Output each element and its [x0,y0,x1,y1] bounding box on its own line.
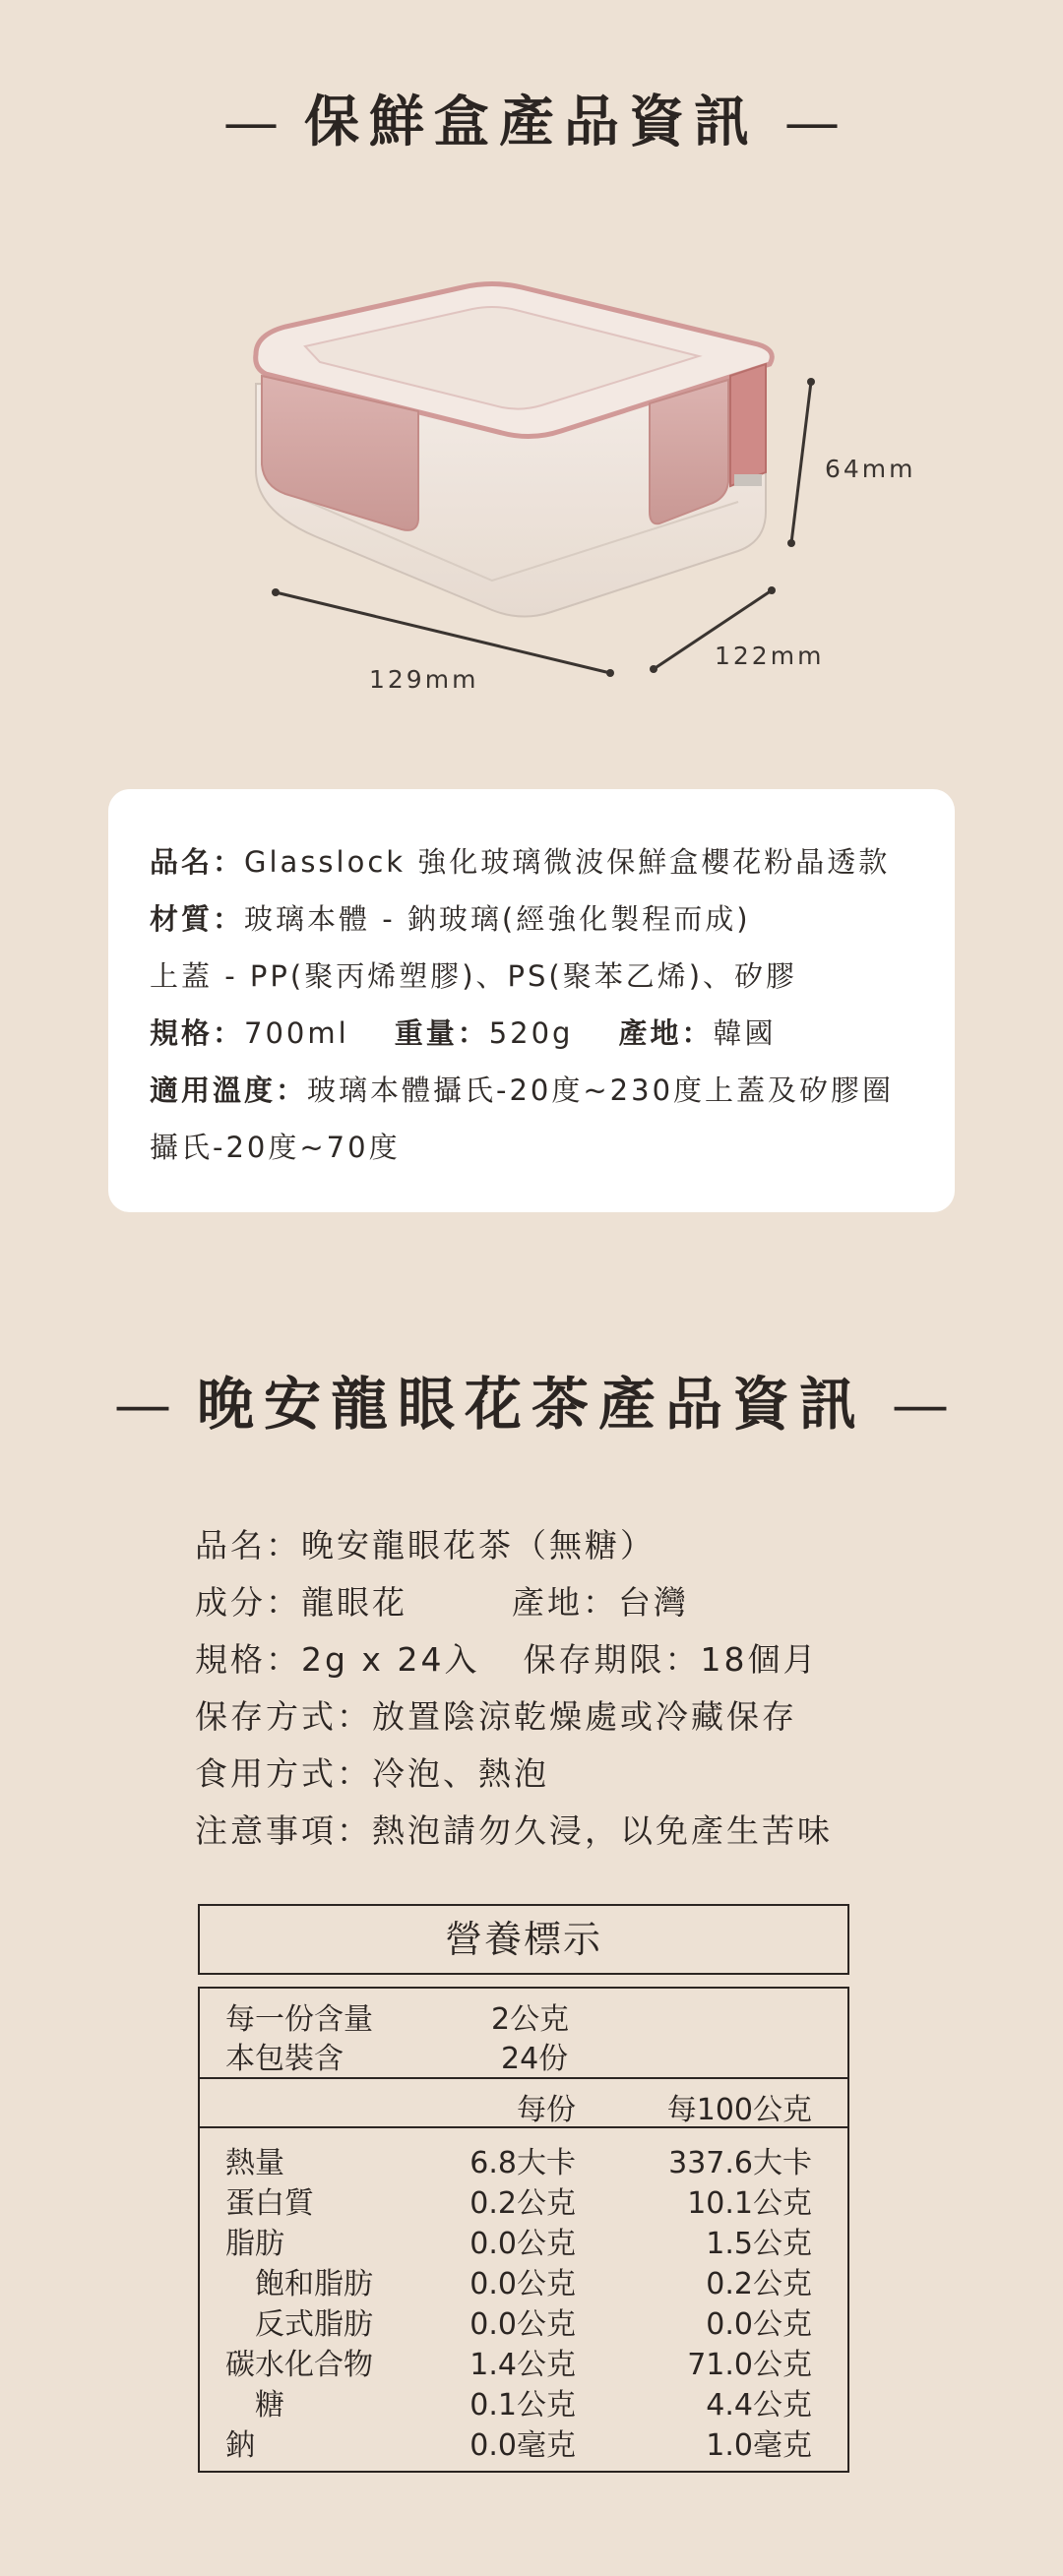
title-dash-right: — [784,91,840,154]
tea-name: 品名：晚安龍眼花茶（無糖） [195,1526,656,1564]
tea-ingredient: 成分：龍眼花 [195,1583,407,1622]
table-divider [200,2126,847,2128]
nutrient-name: 糖 [255,2388,284,2423]
nutrient-per-serving: 0.0公克 [469,2227,576,2261]
nutrient-per-100g: 10.1公克 [687,2186,812,2221]
nutrient-name: 熱量 [225,2146,284,2180]
container-info-title: 保鮮盒產品資訊 [304,90,759,154]
section-title-container [0,79,1063,157]
tea-ingredient-origin-line [195,1577,689,1624]
nutrient-row [200,2380,847,2423]
nutrient-row [200,2421,847,2463]
nutrient-per-serving: 1.4公克 [469,2348,576,2382]
servings-per-pack-row [200,2034,847,2076]
nutrient-per-100g: 71.0公克 [687,2348,812,2382]
container-spec-card [108,789,955,1212]
nutrient-name: 飽和脂肪 [255,2267,373,2301]
tea-usage: 食用方式：冷泡、熱泡 [195,1754,549,1793]
spec-temp-label: 適用溫度： [150,1073,308,1107]
per-100g-header: 每100公克 [666,2093,812,2127]
serving-size-label: 每一份含量 [225,2002,373,2037]
nutrient-row [200,2340,847,2382]
nutrient-name: 反式脂肪 [255,2307,373,2342]
nutrient-row [200,2300,847,2342]
spec-temp-line [150,1069,894,1109]
nutrient-row [200,2219,847,2261]
column-header-row [200,2085,847,2127]
spec-lid-line: 上蓋 - PP(聚丙烯塑膠)、PS(聚苯乙烯)、矽膠 [150,959,798,993]
title-dash-left: — [223,91,279,154]
spec-size-value: 700ml [244,1016,349,1050]
nutrient-per-100g: 0.0公克 [706,2307,812,2342]
nutrient-per-serving: 6.8大卡 [469,2146,576,2180]
serving-size-value: 2公克 [491,2002,570,2037]
title-dash-left: — [113,1371,171,1438]
spec-weight-value: 520g [488,1016,574,1050]
spec-material-label: 材質： [150,902,245,936]
section-title-container [0,1358,1063,1441]
tea-notice: 注意事項：熱泡請勿久浸，以免產生苦味 [195,1811,833,1850]
spec-size-label: 規格： [150,1016,245,1050]
nutrient-per-100g: 0.2公克 [706,2267,812,2301]
tea-shelf-life: 保存期限：18個月 [523,1640,819,1679]
nutrient-per-100g: 1.5公克 [706,2227,812,2261]
tea-size-shelf-line [195,1634,818,1681]
height-dimension-label: 64mm [825,455,916,483]
servings-per-pack-value: 24份 [501,2042,569,2076]
nutrient-name: 脂肪 [225,2227,284,2261]
nutrient-per-100g: 337.6大卡 [668,2146,812,2180]
table-divider [200,2077,847,2079]
tea-origin: 產地：台灣 [512,1583,689,1622]
nutrient-per-serving: 0.0毫克 [469,2428,576,2463]
nutrient-per-serving: 0.2公克 [469,2186,576,2221]
nutrition-title: 營養標示 [198,1904,849,1975]
per-serving-header: 每份 [517,2093,576,2127]
nutrient-row [200,2178,847,2221]
tea-storage: 保存方式：放置陰涼乾燥處或冷藏保存 [195,1697,797,1736]
nutrient-row [200,2259,847,2299]
nutrient-name: 鈉 [225,2428,255,2463]
title-dash-right: — [892,1371,949,1438]
spec-temp-line-2: 攝氏-20度~70度 [150,1131,401,1164]
spec-material-line [150,897,751,938]
glass-container-image [226,266,935,718]
spec-origin-value: 韓國 [713,1016,777,1050]
spec-temp-value: 玻璃本體攝氏-20度~230度上蓋及矽膠圈 [307,1073,895,1107]
container-illustration [226,266,935,718]
nutrient-name: 蛋白質 [225,2186,314,2221]
serving-size-row [200,1994,847,2037]
nutrition-table [198,1987,849,2473]
nutrient-per-100g: 1.0毫克 [706,2428,812,2463]
nutrient-name: 碳水化合物 [225,2348,373,2382]
tea-info-title: 晚安龍眼花茶產品資訊 [196,1371,866,1438]
nutrient-row [200,2138,847,2180]
spec-size-line [150,1012,777,1052]
spec-name-label: 品名： [150,845,245,879]
nutrient-per-serving: 0.1公克 [469,2388,576,2423]
spec-origin-label: 產地： [618,1016,714,1050]
servings-per-pack-label: 本包裝含 [225,2042,344,2076]
tea-size: 規格：2g x 24入 [195,1640,480,1679]
nutrient-per-serving: 0.0公克 [469,2267,576,2301]
nutrient-per-serving: 0.0公克 [469,2307,576,2342]
width-dimension-label: 129mm [369,665,479,694]
nutrient-per-100g: 4.4公克 [706,2388,812,2423]
spec-material-value: 玻璃本體 - 鈉玻璃(經強化製程而成) [244,902,751,936]
spec-name-value: Glasslock 強化玻璃微波保鮮盒櫻花粉晶透款 [244,845,891,879]
depth-dimension-label: 122mm [715,642,825,670]
spec-name-line [150,840,890,881]
spec-weight-label: 重量： [394,1016,489,1050]
